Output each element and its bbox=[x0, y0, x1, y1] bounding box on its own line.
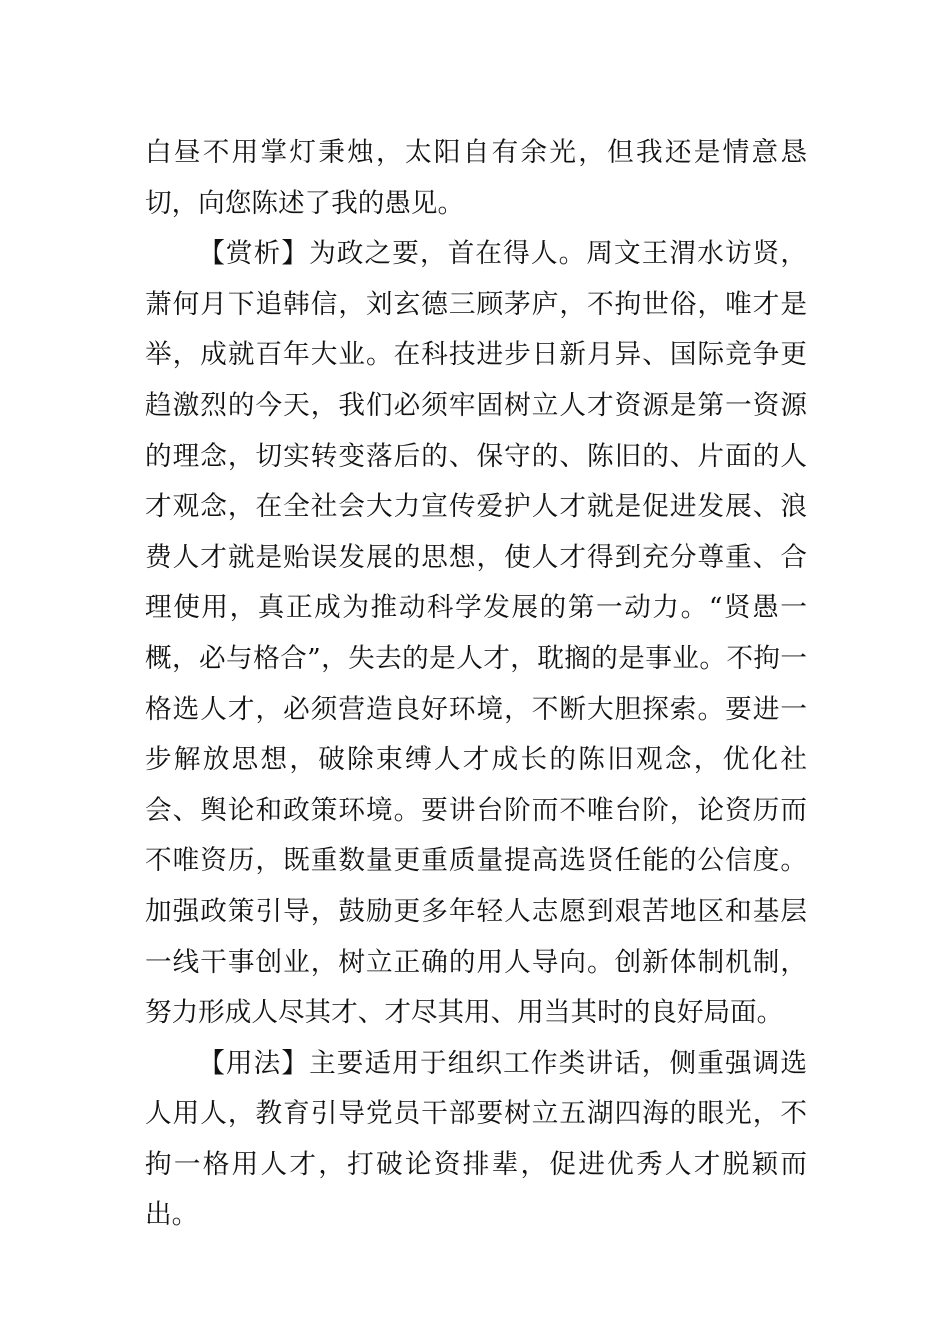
paragraph-continuation: 白昼不用掌灯秉烛，太阳自有余光，但我还是情意恳切，向您陈述了我的愚见。 bbox=[145, 137, 807, 219]
document-body bbox=[145, 128, 807, 1241]
paragraph-usage: 【用法】主要适用于组织工作类讲话，侧重强调选人用人，教育引导党员干部要树立五湖四海的眼光，不拘一格用人才，打破论资排辈，促进优秀人才脱颖而出。 bbox=[145, 1047, 807, 1231]
paragraph-appreciation: 【赏析】为政之要，首在得人。周文王渭水访贤，萧何月下追韩信，刘玄德三顾茅庐，不拘世俗，唯才是举，成就百年大业。在科技进步日新月异、国际竞争更趋激烈的今天，我们必须牢固树立人才资源是第一资源的理念，切实转变落后的、保守的、陈旧的、片面的人才观念，在全社会大力宣传爱护人才就是促进发展、浪费人才就是贻误发展的思想，使人才得到充分尊重、合理使用，真正成为推动科学发展的第一动力。“贤愚一概，必与格合”，失去的是人才，耽搁的是事业。不拘一格选人才，必须营造良好环境，不断大胆探索。要进一步解放思想，破除束缚人才成长的陈旧观念，优化社会、舆论和政策环境。要讲台阶而不唯台阶，论资历而不唯资历，既重数量更重质量提高选贤任能的公信度。加强政策引导，鼓励更多年轻人志愿到艰苦地区和基层一线干事创业，树立正确的用人导向。创新体制机制，努力形成人尽其才、才尽其用、用当其时的良好局面。 bbox=[145, 238, 807, 1029]
